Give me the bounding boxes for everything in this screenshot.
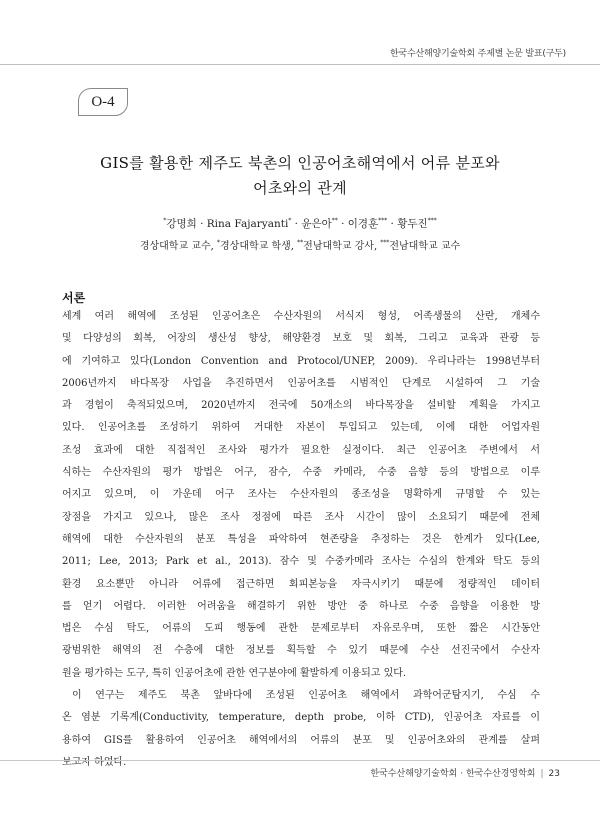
body-line: 환경 요소뿐만 아니라 어류에 접근하면 회피본능을 자극시키기 때문에 정량적인 데이터: [62, 578, 540, 590]
body-line: 보고자 하였다.: [62, 756, 127, 768]
body-line: 식하는 수산자원의 평가 방법은 어구, 잠수, 수중 카메라, 수중 음향 등의 방법으로 이루: [62, 467, 540, 479]
title-line-2: 어초와의 관계: [253, 179, 347, 197]
body-line: 조성 효과에 대한 직접적인 조사와 평가가 필요한 실정이다. 최근 인공어초 주변에서 서: [62, 444, 540, 456]
author-1: 강명희: [166, 218, 197, 230]
footer-divider: [0, 760, 600, 761]
body-line: 세계 여러 해역에 조성된 인공어초은 수산자원의 서식지 형성, 어족생물의 산란, 개체수: [62, 311, 540, 322]
affiliation-2: 경상대학교 학생,: [220, 241, 294, 252]
body-line: 장점을 가지고 있으나, 많은 조사 정점에 따른 조사 시간이 많이 소요되기 때문에 전체: [62, 511, 540, 523]
body-line: 에 기여하고 있다(London Convention and Protocol/UNEP, 2009). 우리나라는 1998년부터: [62, 355, 540, 367]
paper-title: [40, 151, 560, 201]
affiliation-1: 경상대학교 교수,: [139, 241, 214, 252]
session-code-badge: O-4: [78, 88, 128, 116]
body-line: 어지고 있으며, 이 가운데 어구 조사는 수산자원의 종조성을 명확하게 규명할 수 있는: [62, 489, 540, 501]
body-text: [62, 306, 540, 774]
affiliation-3: 전남대학교 강사,: [303, 241, 378, 252]
body-line: 해역에 대한 수산자원의 분포 특성을 파악하여 현존량을 추정하는 것은 한계가 있다(Lee,: [62, 533, 540, 545]
body-line: 이 연구는 제주도 북촌 앞바다에 조성된 인공어초 해역에서 과학어군탐지기, 수심 수: [72, 690, 540, 702]
section-heading: 서론: [62, 291, 86, 305]
body-line: 2011; Lee, 2013; Park et al., 2013). 잠수 및 수중카메라 조사는 수심의 한계와 탁도 등의: [62, 556, 540, 568]
running-header: 한국수산해양기술학회 주제별 논문 발표(구두): [390, 49, 566, 59]
body-line: 있다. 인공어초를 조성하기 위하여 거대한 자본이 투입되고 있는데, 이에 대한 어업자원: [62, 422, 540, 434]
affiliation-list: 경상대학교 교수, *경상대학교 학생, **전남대학교 강사, ***전남대학교 교수: [139, 239, 461, 252]
page-footer: [370, 766, 560, 779]
footer-separator: |: [540, 769, 544, 779]
body-line: 를 얻기 어렵다. 이러한 어려움을 해결하기 위한 방안 중 하나로 수중 음향을 이용한 방: [62, 600, 540, 612]
body-line: 과 경험이 축적되었으며, 2020년까지 전국에 50개소의 바다목장을 설비할 계획을 가지고: [62, 400, 540, 412]
author-4: 이경훈: [347, 218, 379, 230]
body-line: 법은 수심 탁도, 어류의 도피 행동에 관한 문제로부터 자유로우며, 또한 짧은 시간동안: [62, 623, 540, 635]
author-list: *강명희 · Rina Fajaryanti* · 윤은아** · 이경훈*** · 황두진***: [163, 217, 437, 230]
footer-text: 한국수산해양기술학회 · 한국수산경영학회: [370, 769, 536, 779]
body-line: 및 다양성의 회복, 어장의 생산성 향상, 해양환경 보호 및 회복, 그리고 교육과 관광 등: [62, 333, 540, 345]
affiliation-4: 전남대학교 교수: [389, 241, 461, 252]
title-line-1: GIS를 활용한 제주도 북촌의 인공어초해역에서 어류 분포와: [100, 154, 500, 172]
body-line: 2006년까지 바다목장 사업을 추진하면서 인공어초를 시범적인 단계로 시설하여 그 기술: [62, 377, 540, 389]
body-line: 원을 평가하는 도구, 특히 인공어초에 관한 연구분야에 활발하게 이용되고 있다.: [62, 667, 407, 679]
author-5: 황두진: [397, 218, 428, 230]
author-2: Rina Fajaryanti: [206, 218, 289, 230]
body-line: 광범위한 해역의 전 수층에 대한 정보를 획득할 수 있기 때문에 수산 선진국에서 수산자: [62, 645, 540, 657]
body-line: 온 염분 기록계(Conductivity, temperature, depth probe, 이하 CTD), 인공어초 자료를 이: [62, 712, 540, 724]
author-3: 윤은아: [301, 218, 332, 230]
page-number: 23: [548, 769, 560, 779]
body-line: 용하여 GIS를 활용하여 인공어초 해역에서의 어류의 분포 및 인공어초와의 관계를 살펴: [62, 734, 540, 746]
header-divider: [0, 64, 600, 65]
